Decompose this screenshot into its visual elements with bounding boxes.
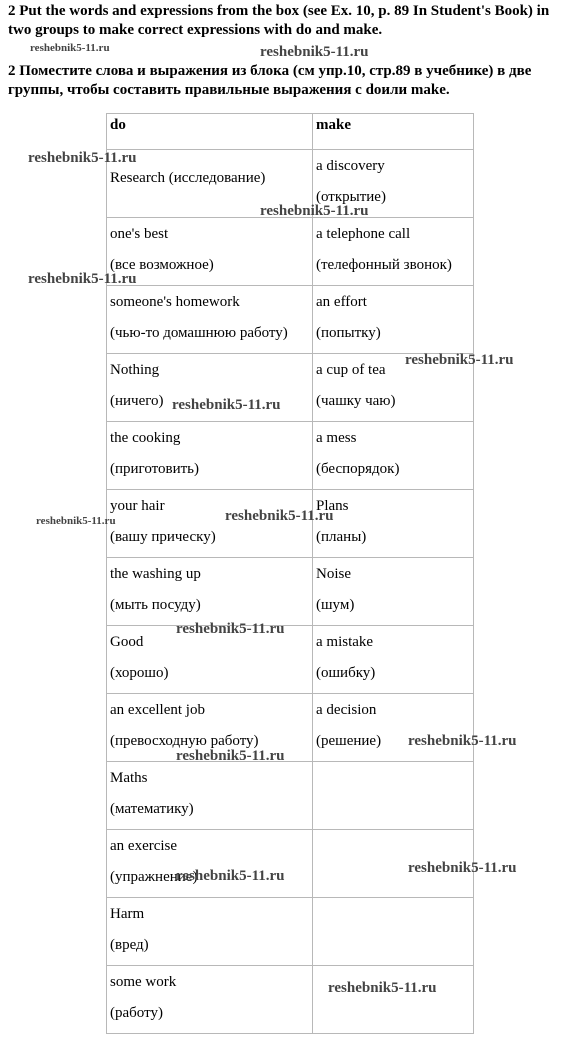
watermark: reshebnik5-11.ru bbox=[408, 733, 517, 749]
watermark: reshebnik5-11.ru bbox=[225, 508, 334, 524]
make-cell-empty bbox=[313, 762, 474, 830]
watermark: reshebnik5-11.ru bbox=[36, 515, 116, 527]
do-cell bbox=[107, 762, 313, 830]
make-cell bbox=[313, 626, 474, 694]
watermark: reshebnik5-11.ru bbox=[328, 980, 437, 996]
watermark: reshebnik5-11.ru bbox=[176, 621, 285, 637]
watermark: reshebnik5-11.ru bbox=[30, 42, 110, 54]
make-phrase: a mess bbox=[316, 430, 357, 446]
make-phrase: a decision bbox=[316, 702, 377, 718]
do-translation: (все возможное) bbox=[110, 257, 214, 273]
make-cell-empty bbox=[313, 898, 474, 966]
do-translation: (вашу прическу) bbox=[110, 529, 216, 545]
watermark: reshebnik5-11.ru bbox=[260, 203, 369, 219]
table-row bbox=[107, 966, 474, 1034]
make-translation: (планы) bbox=[316, 529, 367, 545]
do-phrase: the cooking bbox=[110, 430, 181, 446]
table-row bbox=[107, 626, 474, 694]
do-cell bbox=[107, 966, 313, 1034]
make-translation: (открытие) bbox=[316, 189, 386, 205]
make-cell-empty bbox=[313, 966, 474, 1034]
do-cell bbox=[107, 830, 313, 898]
do-translation: (математику) bbox=[110, 801, 194, 817]
make-phrase: Noise bbox=[316, 566, 351, 582]
watermark: reshebnik5-11.ru bbox=[172, 397, 281, 413]
table-row bbox=[107, 694, 474, 762]
do-cell bbox=[107, 286, 313, 354]
watermark: reshebnik5-11.ru bbox=[408, 860, 517, 876]
table-row bbox=[107, 558, 474, 626]
watermark: reshebnik5-11.ru bbox=[28, 150, 137, 166]
table-header-row bbox=[107, 114, 474, 150]
do-phrase: someone's homework bbox=[110, 294, 240, 310]
make-phrase: an effort bbox=[316, 294, 367, 310]
exercise-title-ru: 2 Поместите слова и выражения из блока (см упр.10, стр.89 в учебнике) в две группы, чтобы составить правильные выражения с doили make. bbox=[8, 63, 532, 98]
do-phrase: an excellent job bbox=[110, 702, 205, 718]
do-translation: (хорошо) bbox=[110, 665, 169, 681]
make-translation: (чашку чаю) bbox=[316, 393, 396, 409]
make-cell bbox=[313, 286, 474, 354]
make-translation: (попытку) bbox=[316, 325, 381, 341]
make-cell bbox=[313, 490, 474, 558]
do-translation: (упражнение) bbox=[110, 869, 198, 885]
watermark: reshebnik5-11.ru bbox=[176, 748, 285, 764]
do-translation: (вред) bbox=[110, 937, 149, 953]
do-phrase: an exercise bbox=[110, 838, 178, 854]
do-translation: (работу) bbox=[110, 1005, 163, 1021]
table-row bbox=[107, 898, 474, 966]
table-row bbox=[107, 286, 474, 354]
do-translation: (ничего) bbox=[110, 393, 164, 409]
make-cell bbox=[313, 422, 474, 490]
make-cell bbox=[313, 218, 474, 286]
make-translation: (решение) bbox=[316, 733, 382, 749]
column-header-do: do bbox=[107, 114, 313, 150]
do-cell bbox=[107, 898, 313, 966]
do-translation: (приготовить) bbox=[110, 461, 199, 477]
make-phrase: a discovery bbox=[316, 158, 385, 174]
do-make-table bbox=[106, 113, 474, 1034]
do-translation: (превосходную работу) bbox=[110, 733, 259, 749]
make-translation: (беспорядок) bbox=[316, 461, 400, 477]
make-phrase: a cup of tea bbox=[316, 362, 386, 378]
do-phrase: Nothing bbox=[110, 362, 160, 378]
do-phrase: Good bbox=[110, 634, 144, 650]
make-translation: (шум) bbox=[316, 597, 355, 613]
do-cell bbox=[107, 218, 313, 286]
do-cell bbox=[107, 422, 313, 490]
do-phrase: some work bbox=[110, 974, 177, 990]
do-phrase: Research (исследование) bbox=[110, 170, 266, 186]
do-translation: (мыть посуду) bbox=[110, 597, 201, 613]
make-phrase: Plans bbox=[316, 498, 349, 514]
do-phrase: the washing up bbox=[110, 566, 201, 582]
do-translation: (чью-то домашнюю работу) bbox=[110, 325, 288, 341]
do-phrase: Harm bbox=[110, 906, 145, 922]
make-phrase: a mistake bbox=[316, 634, 374, 650]
table-row bbox=[107, 422, 474, 490]
do-cell bbox=[107, 558, 313, 626]
table-row bbox=[107, 218, 474, 286]
exercise-title-en: 2 Put the words and expressions from the box (see Ex. 10, p. 89 In Student's Book) in two groups to make correct expressions with do and make. bbox=[8, 3, 550, 38]
do-phrase: your hair bbox=[110, 498, 165, 514]
watermark: reshebnik5-11.ru bbox=[260, 44, 369, 60]
make-cell bbox=[313, 694, 474, 762]
make-cell bbox=[313, 558, 474, 626]
watermark: reshebnik5-11.ru bbox=[405, 352, 514, 368]
table-row bbox=[107, 762, 474, 830]
watermark: reshebnik5-11.ru bbox=[28, 271, 137, 287]
column-header-make: make bbox=[313, 114, 474, 150]
do-phrase: Maths bbox=[110, 770, 148, 786]
do-phrase: one's best bbox=[110, 226, 169, 242]
make-translation: (телефонный звонок) bbox=[316, 257, 452, 273]
watermark: reshebnik5-11.ru bbox=[176, 868, 285, 884]
make-translation: (ошибку) bbox=[316, 665, 376, 681]
make-phrase: a telephone call bbox=[316, 226, 411, 242]
